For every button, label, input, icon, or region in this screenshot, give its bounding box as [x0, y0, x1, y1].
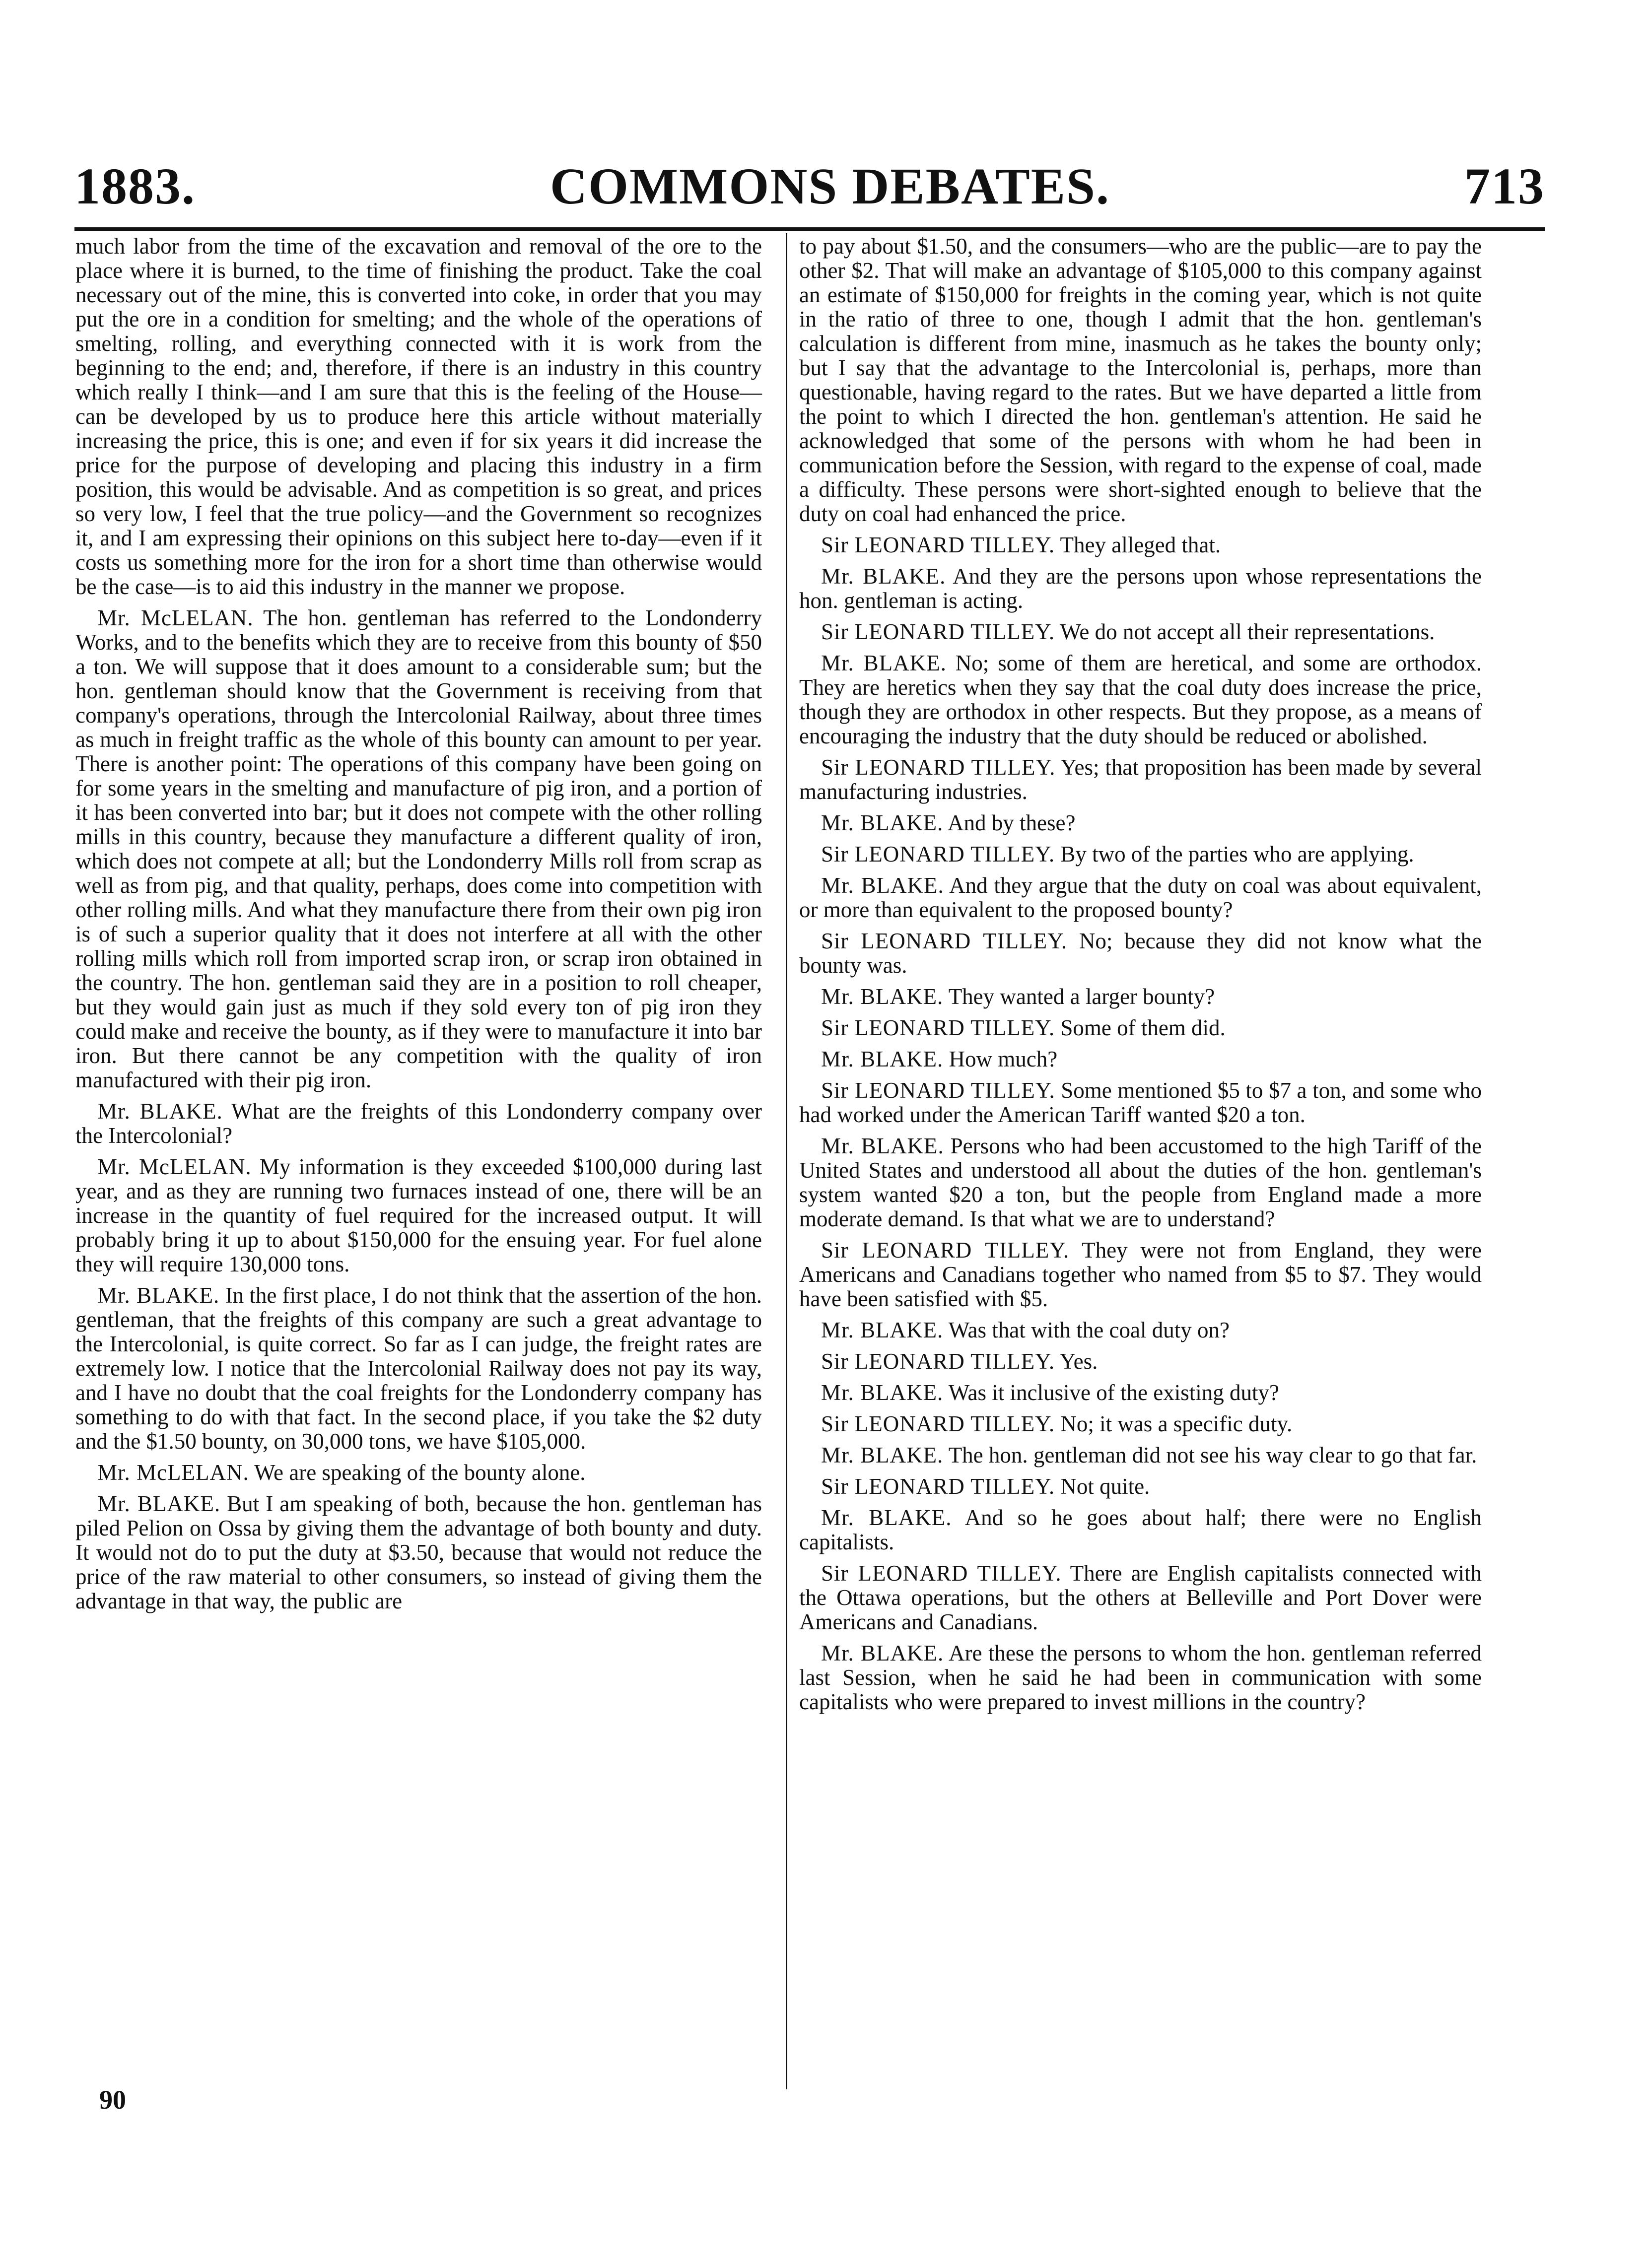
paragraph: [75, 1155, 762, 1276]
paragraph: [799, 985, 1482, 1009]
paragraph-text: Some of them did.: [1060, 1015, 1226, 1040]
paragraph-text: What are the freights of this Londonderry company over the Intercolonial?: [75, 1099, 762, 1148]
paragraph-text: Are these the persons to whom the hon. gentleman referred last Session, when he said he had been in communication with some capitalists who were prepared to invest millions in the country?: [799, 1641, 1482, 1714]
paragraph-text: And they argue that the duty on coal was about equivalent, or more than equivalent to the proposed bounty?: [799, 873, 1482, 922]
paragraph: [799, 1016, 1482, 1040]
speaker-name: Sir LEONARD TILLEY.: [821, 1238, 1070, 1263]
speaker-name: Sir LEONARD TILLEY.: [821, 533, 1055, 557]
paragraph-text: In the first place, I do not think that the assertion of the hon. gentleman, that the freights of this company are such a great advantage to the Intercolonial, is quite correct. So far as I can judge, the freight rates are extremely low. I notice that the Intercolonial Railway does not pay its way, and I have no doubt that the coal freights for the Londonderry company has something to do with that fact. In the second place, if you take the $2 duty and the $1.50 bounty, on 30,000 tons, we have $105,000.: [75, 1283, 762, 1454]
paragraph: [799, 755, 1482, 804]
paragraph: [799, 1238, 1482, 1311]
speaker-name: Mr. BLAKE.: [821, 651, 947, 675]
speaker-name: Sir LEONARD TILLEY.: [821, 755, 1056, 780]
left-column: [75, 234, 762, 1620]
paragraph-text: The hon. gentleman did not see his way clear to go that far.: [948, 1443, 1477, 1468]
paragraph-text: They wanted a larger bounty?: [948, 984, 1215, 1009]
speaker-name: Mr. BLAKE.: [821, 810, 944, 835]
paragraph-text: My information is they exceeded $100,000 during last year, and as they are running two furnaces instead of one, there will be an increase in the quantity of fuel required for the increased output. It will probably bring it up to about $150,000 for the ensuing year. For fuel alone they will require 130,000 tons.: [75, 1154, 762, 1276]
paragraph-text: No; it was a specific duty.: [1060, 1411, 1293, 1436]
paragraph-text: much labor from the time of the excavation and removal of the ore to the place where it is burned, to the time of finishing the product. Take the coal necessary out of the mine, this is converted into coke, in order that you may put the ore in a condition for smelting; and the whole of the operations of smelting, rolling, and everything connected with it is work from the beginning to the end; and, therefore, if there is an industry in this country which really I think—and I am sure that this is the feeling of the House—can be developed by us to produce here this article without materially increasing the price, this is one; and even if for six years it did increase the price for the purpose of developing and placing this industry in a firm position, this would be advisable. And as competition is so great, and prices so very low, I feel that the true policy—and the Government so recognizes it, and I am expressing their opinions on this subject here to-day—even if it costs us something more for the iron for a short time than otherwise would be the case—is to aid this industry in the manner we propose.: [75, 234, 762, 599]
paragraph: [799, 1561, 1482, 1634]
paragraph: [75, 1461, 762, 1485]
paragraph: [75, 234, 762, 599]
paragraph-text: Not quite.: [1060, 1474, 1150, 1499]
paragraph: [799, 811, 1482, 835]
speaker-name: Mr. McLELAN.: [97, 605, 254, 630]
speaker-name: Sir LEONARD TILLEY.: [821, 619, 1055, 644]
paragraph: [799, 620, 1482, 644]
speaker-name: Mr. BLAKE.: [821, 1134, 944, 1158]
paragraph-text: But I am speaking of both, because the hon. gentleman has piled Pelion on Ossa by giving them the advantage of both bounty and duty. It would not do to put the duty at $3.50, because that would not reduce the price of the raw material to other consumers, so instead of giving them the advantage in that way, the public are: [75, 1491, 762, 1613]
speaker-name: Sir LEONARD TILLEY.: [821, 1015, 1055, 1040]
speaker-name: Mr. BLAKE.: [97, 1283, 220, 1308]
speaker-name: Mr. BLAKE.: [821, 1505, 952, 1530]
column-divider: [786, 233, 787, 2089]
paragraph: [799, 1474, 1482, 1499]
speaker-name: Mr. BLAKE.: [821, 1443, 944, 1468]
speaker-name: Mr. BLAKE.: [821, 564, 946, 589]
paragraph-text: No; because they did not know what the bounty was.: [799, 929, 1482, 978]
speaker-name: Sir LEONARD TILLEY.: [821, 1474, 1055, 1499]
speaker-name: Mr. BLAKE.: [97, 1491, 221, 1516]
header-page-number: 713: [1464, 157, 1545, 215]
signature-mark: 90: [99, 2085, 126, 2115]
right-column: [799, 234, 1482, 1721]
speaker-name: Mr. BLAKE.: [821, 1641, 944, 1666]
speaker-name: Sir LEONARD TILLEY.: [821, 1411, 1055, 1436]
paragraph: [799, 533, 1482, 557]
paragraph-text: to pay about $1.50, and the consumers—who are the public—are to pay the other $2. That will make an advantage of $105,000 to this company against an estimate of $150,000 for freights in the coming year, which is not quite in the ratio of three to one, though I admit that the hon. gentleman's calculation is different from mine, inasmuch as he takes the bounty only; but I say that the advantage to the Intercolonial is, perhaps, more than questionable, having regard to the rates. But we have departed a little from the point to which I directed the hon. gentleman's attention. He said he acknowledged that some of the persons with whom he had been in communication before the Session, with regard to the expense of coal, made a difficulty. These persons were short-sighted enough to believe that the duty on coal had enhanced the price.: [799, 234, 1482, 526]
paragraph-text: Yes; that proposition has been made by several manufacturing industries.: [799, 755, 1482, 804]
paragraph-text: They were not from England, they were Americans and Canadians together who named from $5 to $7. They would have been satisfied with $5.: [799, 1238, 1482, 1311]
paragraph: [799, 1641, 1482, 1714]
speaker-name: Mr. BLAKE.: [821, 1380, 944, 1405]
paragraph: [799, 1412, 1482, 1436]
paragraph-text: Yes.: [1059, 1349, 1098, 1374]
paragraph: [799, 1078, 1482, 1127]
paragraph-text: We are speaking of the bounty alone.: [254, 1460, 586, 1485]
paragraph-text: Was that with the coal duty on?: [948, 1318, 1230, 1342]
speaker-name: Sir LEONARD TILLEY.: [821, 1349, 1055, 1374]
paragraph: [799, 234, 1482, 526]
paragraph: [799, 1318, 1482, 1342]
paragraph-text: Was it inclusive of the existing duty?: [948, 1380, 1279, 1405]
paragraph: [799, 1134, 1482, 1231]
paragraph: [75, 1283, 762, 1454]
paragraph-text: And so he goes about half; there were no English capitalists.: [799, 1505, 1482, 1554]
paragraph-text: And by these?: [948, 810, 1076, 835]
paragraph: [799, 1506, 1482, 1554]
paragraph: [75, 606, 762, 1092]
header-title: COMMONS DEBATES.: [550, 157, 1110, 215]
paragraph-text: The hon. gentleman has referred to the Londonderry Works, and to the benefits which they are to receive from this bounty of $50 a ton. We will suppose that it does amount to a considerable sum; but the hon. gentleman should know that the Government is receiving from that company's operations, through the Intercolonial Railway, about three times as much in freight traffic as the whole of this bounty can amount to per year. There is another point: The operations of this company have been going on for some years in the smelting and manufacture of pig iron, and a portion of it has been converted into bar; but it does not compete with the other rolling mills in this country, because they manufacture a different quality of iron, which does not compete at all; but the Londonderry Mills roll from scrap as well as from pig, and that quality, perhaps, does come into competition with other rolling mills. And what they manufacture there from their own pig iron is of such a superior quality that it does not interfere at all with the other rolling mills which roll from imported scrap iron, or scrap iron obtained in the country. The hon. gentleman said they are in a position to roll cheaper, but they would gain just as much if they sold every ton of pig iron they could make and receive the bounty, as if they were to manufacture it into bar iron. But there cannot be any competition with the quality of iron manufactured with their pig iron.: [75, 605, 762, 1092]
paragraph: [799, 1349, 1482, 1374]
speaker-name: Sir LEONARD TILLEY.: [821, 1561, 1062, 1586]
paragraph-text: They alleged that.: [1060, 533, 1221, 557]
header-year: 1883.: [74, 157, 196, 215]
speaker-name: Sir LEONARD TILLEY.: [821, 1078, 1055, 1103]
paragraph: [799, 651, 1482, 748]
speaker-name: Mr. McLELAN.: [97, 1460, 249, 1485]
speaker-name: Mr. BLAKE.: [821, 1318, 944, 1342]
paragraph: [799, 929, 1482, 978]
speaker-name: Mr. BLAKE.: [821, 984, 944, 1009]
paragraph: [799, 1443, 1482, 1468]
page-header: [74, 144, 1545, 228]
paragraph-text: We do not accept all their representations.: [1060, 619, 1435, 644]
paragraph-text: Persons who had been accustomed to the high Tariff of the United States and understood all about the duties of the hon. gentleman's system wanted $20 a ton, but the people from England made a more moderate demand. Is that what we are to understand?: [799, 1134, 1482, 1231]
paragraph-text: No; some of them are heretical, and some are orthodox. They are heretics when they say that the coal duty does increase the price, though they are orthodox in other respects. But they propose, as a means of encouraging the industry that the duty should be reduced or abolished.: [799, 651, 1482, 748]
paragraph: [75, 1492, 762, 1613]
paragraph-text: Some mentioned $5 to $7 a ton, and some who had worked under the American Tariff wanted $20 a ton.: [799, 1078, 1482, 1127]
paragraph-text: There are English capitalists connected with the Ottawa operations, but the others at Belleville and Port Dover were Americans and Canadians.: [799, 1561, 1482, 1634]
speaker-name: Mr. BLAKE.: [97, 1099, 223, 1124]
paragraph-text: By two of the parties who are applying.: [1060, 842, 1414, 867]
speaker-name: Mr. BLAKE.: [821, 1047, 944, 1071]
speaker-name: Sir LEONARD TILLEY.: [821, 929, 1068, 953]
speaker-name: Mr. BLAKE.: [821, 873, 944, 898]
paragraph: [799, 842, 1482, 867]
paragraph-text: And they are the persons upon whose representations the hon. gentleman is acting.: [799, 564, 1482, 613]
speaker-name: Mr. McLELAN.: [97, 1154, 252, 1179]
paragraph: [799, 873, 1482, 922]
paragraph: [799, 1381, 1482, 1405]
paragraph: [799, 1047, 1482, 1071]
paragraph: [75, 1099, 762, 1148]
speaker-name: Sir LEONARD TILLEY.: [821, 842, 1055, 867]
header-rule: [74, 227, 1545, 231]
paragraph-text: How much?: [949, 1047, 1058, 1071]
paragraph: [799, 564, 1482, 613]
